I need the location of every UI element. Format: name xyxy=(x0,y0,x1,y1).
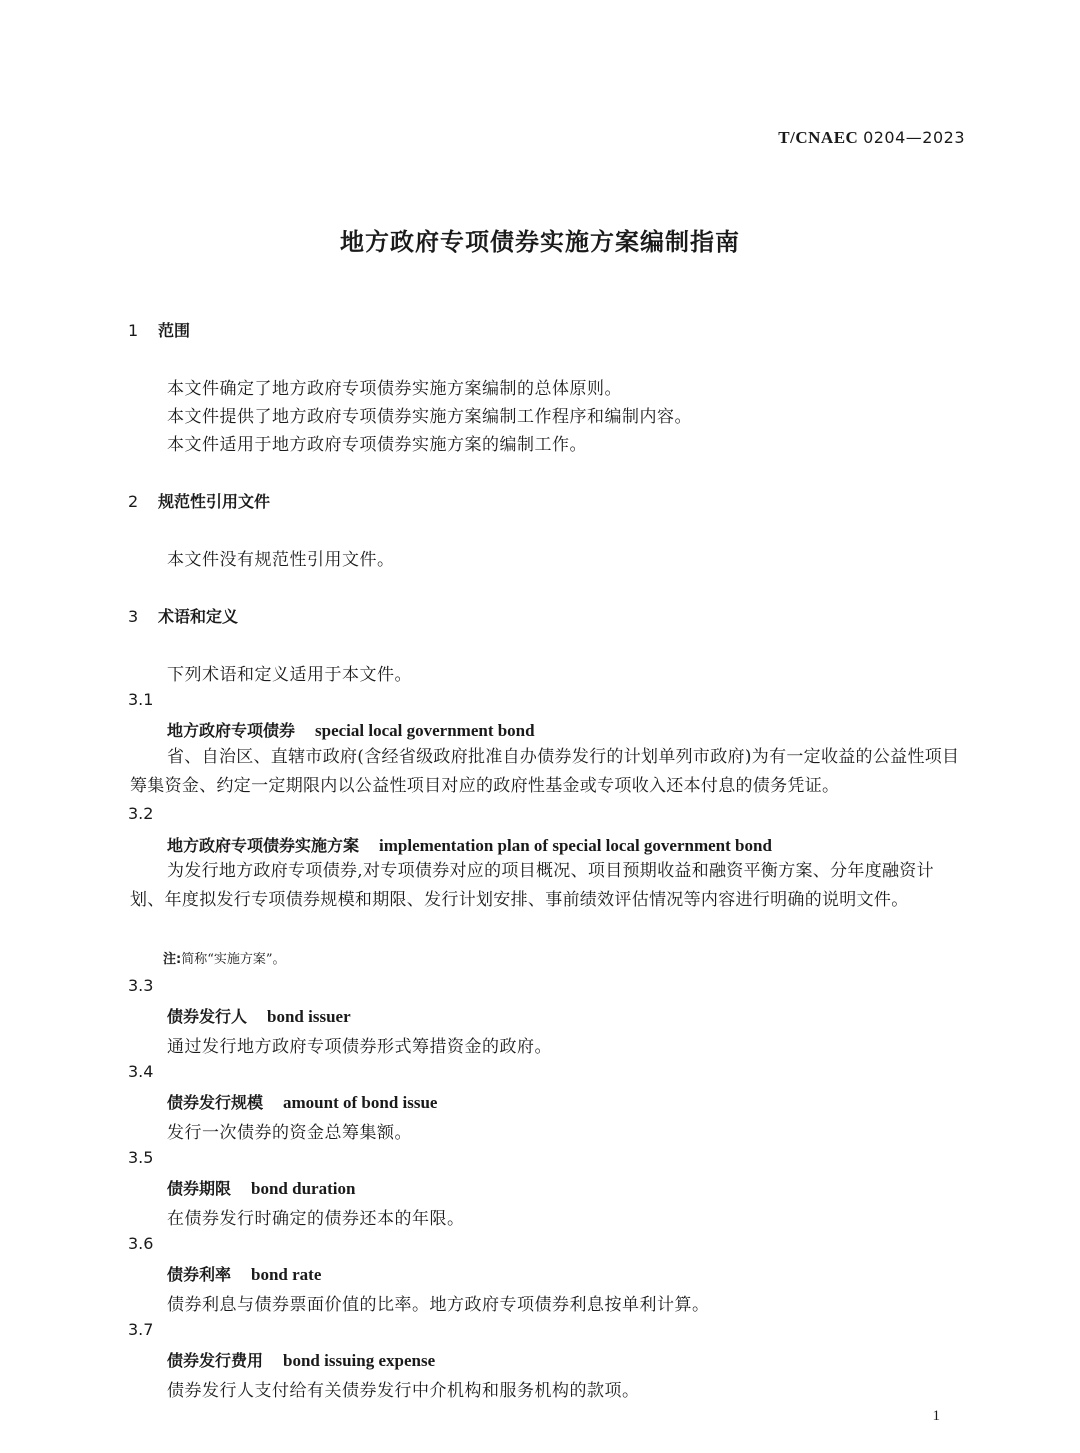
section-1-heading xyxy=(128,318,190,341)
term-name xyxy=(167,833,772,856)
document-title: 地方政府专项债券实施方案编制指南 xyxy=(340,228,740,256)
term-name-en: amount of bond issue xyxy=(283,1093,438,1112)
standard-prefix: T/CNAEC xyxy=(778,128,859,147)
term-number: 3.6 xyxy=(128,1234,154,1253)
term-definition: 为发行地方政府专项债券,对专项债券对应的项目概况、项目预期收益和融资平衡方案、分年度融资计划、年度拟发行专项债券规模和期限、发行计划安排、事前绩效评估情况等内容进行明确的说明文件。 xyxy=(130,861,934,910)
term-name xyxy=(167,1090,437,1113)
term-name xyxy=(167,1004,351,1027)
term-name-zh: 债券利率 xyxy=(167,1265,232,1284)
section-number: 2 xyxy=(128,492,139,511)
term-name-zh: 债券期限 xyxy=(167,1179,232,1198)
section-title: 规范性引用文件 xyxy=(158,492,271,511)
term-name-zh: 债券发行费用 xyxy=(167,1351,264,1370)
standard-number: 0204—2023 xyxy=(863,128,965,147)
term-name xyxy=(167,718,535,741)
paragraph: 本文件没有规范性引用文件。 xyxy=(167,550,395,570)
term-number: 3.3 xyxy=(128,976,154,995)
section-number: 3 xyxy=(128,607,139,626)
term-number: 3.4 xyxy=(128,1062,154,1081)
section-title: 术语和定义 xyxy=(158,607,239,626)
paragraph: 本文件提供了地方政府专项债券实施方案编制工作程序和编制内容。 xyxy=(167,407,692,427)
paragraph: 本文件适用于地方政府专项债券实施方案的编制工作。 xyxy=(167,435,587,455)
term-definition: 债券发行人支付给有关债券发行中介机构和服务机构的款项。 xyxy=(167,1381,640,1401)
page-number: 1 xyxy=(932,1408,940,1424)
term-number: 3.7 xyxy=(128,1320,154,1339)
term-name-en: bond issuer xyxy=(267,1007,351,1026)
term-number: 3.2 xyxy=(128,804,154,823)
section-2-heading xyxy=(128,489,270,512)
standard-code xyxy=(778,128,965,148)
term-name-zh: 地方政府专项债券实施方案 xyxy=(167,836,360,855)
note-text: 简称“实施方案”。 xyxy=(181,952,286,967)
term-note xyxy=(163,948,286,967)
term-name-zh: 债券发行人 xyxy=(167,1007,248,1026)
term-definition: 在债券发行时确定的债券还本的年限。 xyxy=(167,1209,465,1229)
term-name-zh: 地方政府专项债券 xyxy=(167,721,296,740)
note-label: 注: xyxy=(163,952,182,967)
term-name-en: implementation plan of special local government bond xyxy=(379,836,772,855)
term-name-zh: 债券发行规模 xyxy=(167,1093,264,1112)
section-3-heading xyxy=(128,604,238,627)
term-definition: 通过发行地方政府专项债券形式筹措资金的政府。 xyxy=(167,1037,552,1057)
term-name xyxy=(167,1176,355,1199)
term-definition: 发行一次债券的资金总筹集额。 xyxy=(167,1123,412,1143)
term-number: 3.5 xyxy=(128,1148,154,1167)
paragraph: 本文件确定了地方政府专项债券实施方案编制的总体原则。 xyxy=(167,379,622,399)
term-name-en: bond duration xyxy=(251,1179,356,1198)
term-definition: 省、自治区、直辖市政府(含经省级政府批准自办债券发行的计划单列市政府)为有一定收益的公益性项目筹集资金、约定一定期限内以公益性项目对应的政府性基金或专项收入还本付息的债务凭证。 xyxy=(130,747,960,796)
term-definition: 债券利息与债券票面价值的比率。地方政府专项债券利息按单利计算。 xyxy=(167,1295,710,1315)
term-number: 3.1 xyxy=(128,690,154,709)
term-name-en: special local government bond xyxy=(315,721,535,740)
paragraph: 下列术语和定义适用于本文件。 xyxy=(167,665,412,685)
section-title: 范围 xyxy=(158,321,191,340)
term-name-en: bond rate xyxy=(251,1265,322,1284)
section-number: 1 xyxy=(128,321,139,340)
term-name xyxy=(167,1348,435,1371)
term-name xyxy=(167,1262,321,1285)
term-name-en: bond issuing expense xyxy=(283,1351,436,1370)
